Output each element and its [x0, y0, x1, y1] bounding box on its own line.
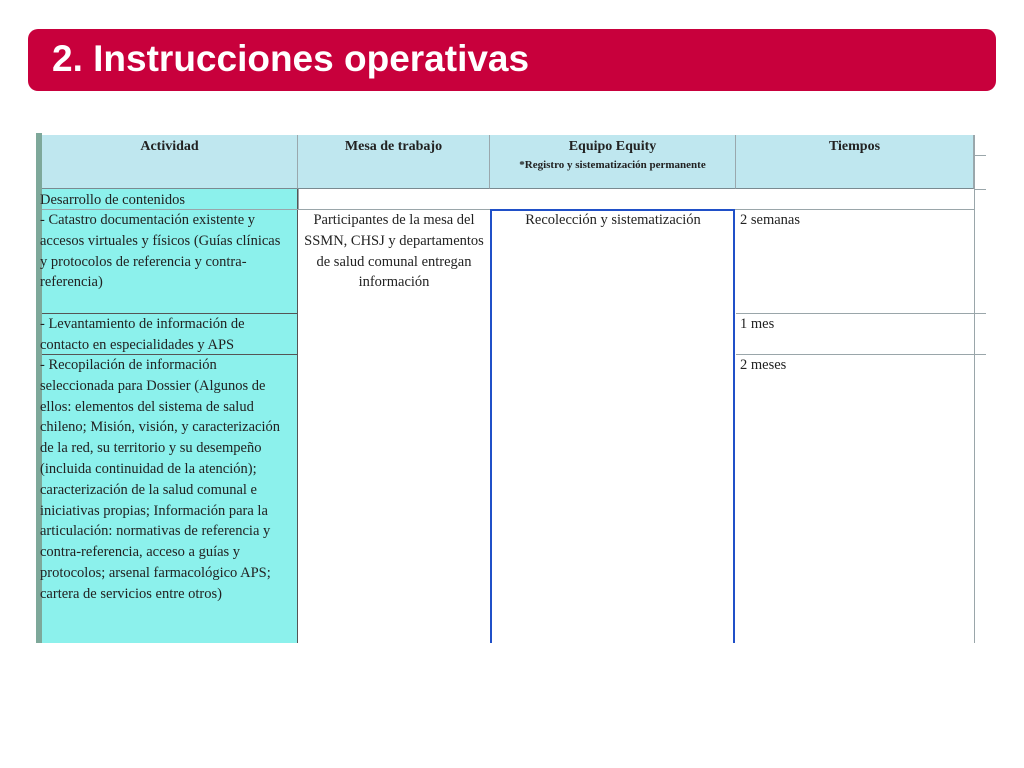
activity-row-3: - Recopilación de información seleccionada para Dossier (Algunos de ellos: elementos del sistema de salud chileno; Misión, visión, y caracterización de la red, su territorio y su desempeño (incluida continuidad de la atención); caracterización de la salud comunal e iniciativas propias; Información para la articulación: normativas de referencia y contra-referencia, acceso a guías y protocolos; arsenal farmacológico APS; cartera de servicios entre otros) [40, 357, 280, 602]
activity-row-1: - Catastro documentación existente y accesos virtuales y físicos (Guías clínicas y protocolos de referencia y contra-referencia) [40, 212, 281, 291]
header-equity [490, 135, 736, 189]
column-divider [974, 135, 975, 643]
header-tiempos-label: Tiempos [828, 139, 881, 154]
tiempo-row-3: 2 meses [740, 357, 787, 373]
tiempo-row-2: 1 mes [740, 316, 775, 332]
section-label: Desarrollo de contenidos [40, 192, 185, 208]
slide-title-bar [28, 29, 996, 91]
row-divider [974, 189, 986, 190]
activity-row-2: - Levantamiento de información de contacto en especialidades y APS [40, 316, 245, 353]
header-actividad-label: Actividad [140, 139, 199, 154]
spreadsheet-table [36, 133, 986, 643]
equity-cell: Recolección y sistematización [525, 212, 701, 228]
equity-selection-box[interactable] [490, 209, 735, 643]
header-tiempos [736, 135, 974, 189]
row-divider [974, 155, 986, 156]
header-actividad [42, 135, 298, 189]
column-divider [298, 189, 299, 209]
tiempo-row-1: 2 semanas [740, 212, 800, 228]
slide-title: 2. Instrucciones operativas [52, 38, 530, 79]
header-mesa [298, 135, 490, 189]
header-equity-label: Equipo Equity [568, 139, 657, 154]
header-equity-note: *Registro y sistematización permanente [519, 159, 706, 171]
header-mesa-label: Mesa de trabajo [344, 139, 443, 154]
mesa-cell: Participantes de la mesa del SSMN, CHSJ y departamentos de salud comunal entregan información [304, 212, 484, 291]
